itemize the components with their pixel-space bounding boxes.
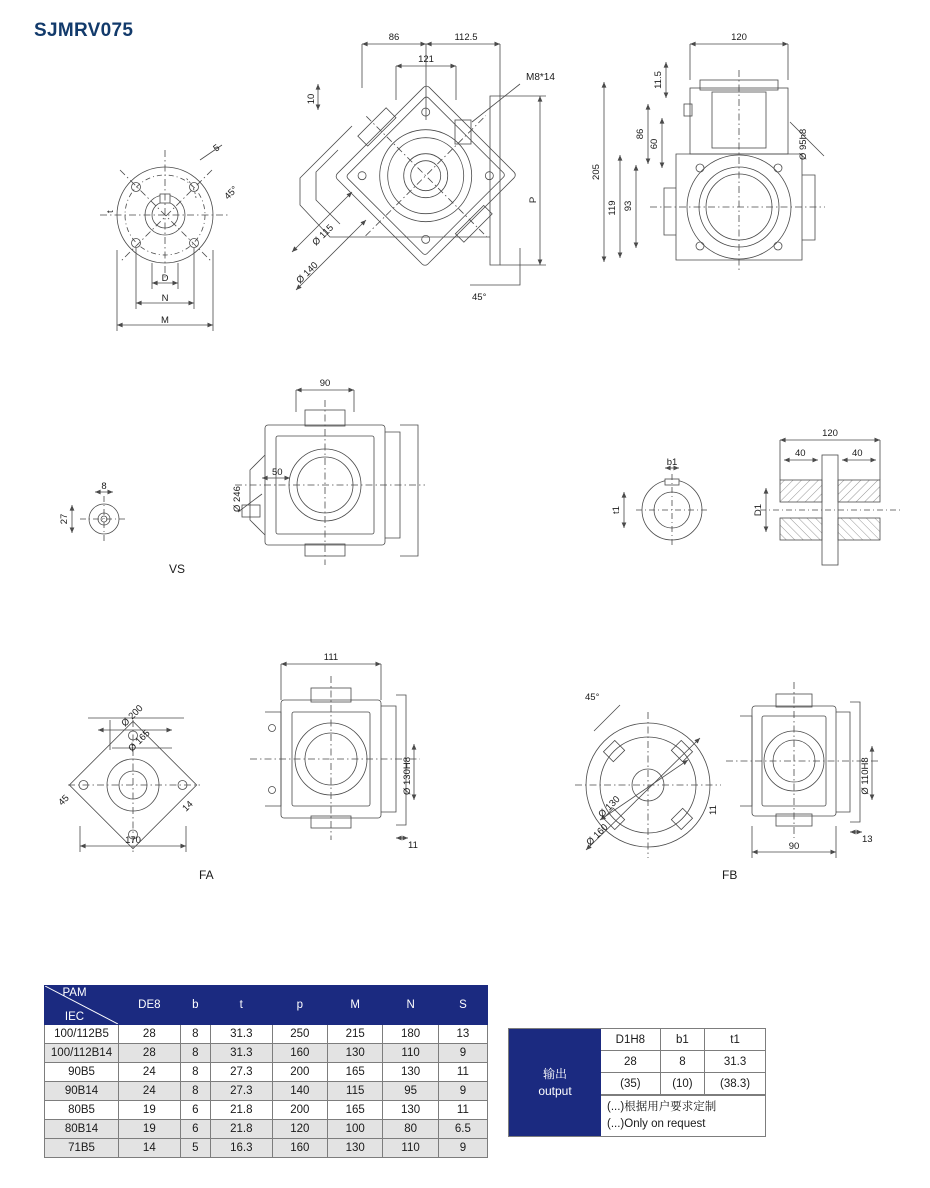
cell: 27.3 — [210, 1063, 272, 1082]
svg-text:45°: 45° — [222, 184, 241, 203]
cell: 115 — [328, 1082, 383, 1101]
col-b1: b1 — [660, 1029, 704, 1051]
cell: 24 — [119, 1063, 181, 1082]
svg-text:Ø 130H8: Ø 130H8 — [402, 756, 413, 796]
cell: 5 — [180, 1139, 210, 1158]
output-note-cn: (...)根据用户要求定制 — [607, 1101, 717, 1113]
col-b: b — [180, 986, 210, 1025]
output-values — [601, 1029, 765, 1136]
cell: 11 — [438, 1101, 487, 1120]
cell: 6 — [180, 1120, 210, 1139]
svg-text:50: 50 — [272, 467, 283, 478]
svg-text:t1: t1 — [611, 506, 622, 514]
cell: 130 — [328, 1139, 383, 1158]
row-iec-label: 100/112B14 — [45, 1044, 119, 1063]
table-row — [45, 1101, 488, 1120]
svg-text:Ø 110H8: Ø 110H8 — [860, 757, 871, 795]
svg-text:170: 170 — [125, 835, 141, 846]
svg-text:45°: 45° — [472, 292, 487, 303]
row-iec-label: 71B5 — [45, 1139, 119, 1158]
view-motor-flange — [100, 142, 240, 331]
svg-text:Ø 130: Ø 130 — [596, 794, 623, 821]
cell: 13 — [438, 1025, 487, 1044]
svg-text:45°: 45° — [585, 692, 600, 703]
cell: 165 — [328, 1101, 383, 1120]
pam-iec-table — [44, 985, 488, 1158]
cell: 19 — [119, 1120, 181, 1139]
cell: 31.3 — [705, 1051, 765, 1073]
svg-text:60: 60 — [649, 138, 660, 150]
table-header-row — [601, 1029, 765, 1051]
table-row — [601, 1073, 765, 1095]
col-p: p — [272, 986, 327, 1025]
cell: 160 — [272, 1044, 327, 1063]
cell: 6 — [180, 1101, 210, 1120]
cell: 14 — [119, 1139, 181, 1158]
col-de8: DE8 — [119, 986, 181, 1025]
cell: 21.8 — [210, 1101, 272, 1120]
view-label-fb: FB — [722, 868, 738, 882]
cell: 27.3 — [210, 1082, 272, 1101]
svg-text:13: 13 — [862, 834, 873, 845]
col-n: N — [383, 986, 438, 1025]
svg-text:Ø 95h8: Ø 95h8 — [798, 128, 809, 160]
svg-text:Ø 160: Ø 160 — [584, 822, 611, 849]
cell: 8 — [180, 1025, 210, 1044]
svg-text:5: 5 — [211, 142, 223, 155]
table-row — [601, 1051, 765, 1073]
col-t1: t1 — [705, 1029, 765, 1051]
cell: 9 — [438, 1082, 487, 1101]
cell: 8 — [180, 1044, 210, 1063]
svg-text:120: 120 — [731, 32, 747, 43]
cell: 100 — [328, 1120, 383, 1139]
cell: 11 — [438, 1063, 487, 1082]
cell: 8 — [180, 1082, 210, 1101]
svg-text:P: P — [528, 196, 539, 204]
cell: 9 — [438, 1044, 487, 1063]
cell: 110 — [383, 1139, 438, 1158]
svg-text:Ø 246: Ø 246 — [232, 486, 243, 512]
table-row — [45, 1063, 488, 1082]
cell: 8 — [660, 1051, 704, 1073]
svg-text:86: 86 — [388, 32, 400, 43]
svg-text:205: 205 — [591, 164, 602, 180]
output-note-en: (...)Only on request — [607, 1117, 706, 1130]
svg-text:D: D — [161, 273, 169, 284]
svg-text:86: 86 — [635, 128, 646, 140]
view-label-fa: FA — [199, 868, 214, 882]
svg-text:40: 40 — [852, 448, 863, 459]
output-notes — [601, 1095, 765, 1136]
svg-text:M: M — [161, 315, 169, 326]
cell: 165 — [328, 1063, 383, 1082]
view-vs — [59, 378, 425, 565]
row-iec-label: 100/112B5 — [45, 1025, 119, 1044]
cell: (35) — [601, 1073, 660, 1095]
view-fb — [570, 682, 878, 863]
cell: 120 — [272, 1120, 327, 1139]
row-iec-label: 90B5 — [45, 1063, 119, 1082]
svg-text:Ø 200: Ø 200 — [119, 703, 146, 730]
table-row — [45, 1044, 488, 1063]
cell: 28 — [119, 1044, 181, 1063]
cell: 110 — [383, 1044, 438, 1063]
svg-text:11: 11 — [408, 840, 418, 851]
cell: 160 — [272, 1139, 327, 1158]
cell: 140 — [272, 1082, 327, 1101]
svg-text:N: N — [161, 293, 169, 304]
view-gearbox-side — [591, 32, 825, 272]
svg-text:121: 121 — [418, 54, 434, 65]
table-header-row — [45, 986, 488, 1025]
svg-text:40: 40 — [795, 448, 806, 459]
svg-text:Ø 165: Ø 165 — [126, 728, 153, 755]
svg-text:93: 93 — [623, 200, 634, 212]
svg-text:120: 120 — [822, 428, 838, 439]
cell: 28 — [119, 1025, 181, 1044]
row-iec-label: 80B5 — [45, 1101, 119, 1120]
view-label-vs: VS — [169, 562, 186, 576]
table-row — [45, 1139, 488, 1158]
cell: 80 — [383, 1120, 438, 1139]
svg-text:111: 111 — [323, 652, 339, 663]
cell: 24 — [119, 1082, 181, 1101]
cell: 31.3 — [210, 1025, 272, 1044]
cell: 9 — [438, 1139, 487, 1158]
cell: 8 — [180, 1063, 210, 1082]
svg-text:8: 8 — [101, 481, 107, 492]
output-label-cn: 输出 — [542, 1067, 567, 1082]
page-title: SJMRV075 — [34, 20, 134, 41]
pam-iec-corner — [45, 986, 119, 1025]
cell: 95 — [383, 1082, 438, 1101]
view-fa-side — [250, 652, 420, 851]
output-label-en: output — [538, 1083, 572, 1098]
cell: 31.3 — [210, 1044, 272, 1063]
svg-text:Ø 140: Ø 140 — [294, 260, 321, 287]
svg-text:27: 27 — [59, 513, 70, 525]
svg-text:112.5: 112.5 — [454, 32, 478, 43]
col-t: t — [210, 986, 272, 1025]
cell: 180 — [383, 1025, 438, 1044]
svg-text:11.5: 11.5 — [653, 71, 664, 89]
svg-text:b1: b1 — [666, 457, 678, 468]
svg-text:90: 90 — [319, 378, 331, 389]
view-fa — [56, 703, 200, 852]
cell: 19 — [119, 1101, 181, 1120]
col-m: M — [328, 986, 383, 1025]
svg-text:11: 11 — [708, 805, 719, 815]
svg-text:t: t — [105, 210, 116, 213]
output-label — [509, 1029, 601, 1136]
svg-text:M8*14: M8*14 — [526, 72, 555, 83]
cell: 6.5 — [438, 1120, 487, 1139]
iec-label: IEC — [64, 1011, 85, 1023]
row-iec-label: 80B14 — [45, 1120, 119, 1139]
svg-text:Ø 115: Ø 115 — [310, 222, 336, 249]
view-gearbox-front — [292, 32, 555, 303]
table-row — [45, 1120, 488, 1139]
view-output-shaft — [611, 428, 900, 565]
output-table-block — [508, 1028, 766, 1137]
pam-label: PAM — [62, 987, 87, 999]
cell: 130 — [383, 1063, 438, 1082]
svg-text:D1: D1 — [753, 503, 764, 517]
cell: 16.3 — [210, 1139, 272, 1158]
col-d1h8: D1H8 — [601, 1029, 660, 1051]
svg-text:45: 45 — [56, 792, 72, 809]
col-s: S — [438, 986, 487, 1025]
cell: 130 — [328, 1044, 383, 1063]
cell: 21.8 — [210, 1120, 272, 1139]
cell: (38.3) — [705, 1073, 765, 1095]
svg-text:10: 10 — [306, 93, 317, 105]
svg-text:119: 119 — [607, 200, 618, 216]
cell: (10) — [660, 1073, 704, 1095]
table-row — [45, 1082, 488, 1101]
cell: 28 — [601, 1051, 660, 1073]
cell: 200 — [272, 1101, 327, 1120]
cell: 130 — [383, 1101, 438, 1120]
row-iec-label: 90B14 — [45, 1082, 119, 1101]
cell: 200 — [272, 1063, 327, 1082]
cell: 250 — [272, 1025, 327, 1044]
svg-text:90: 90 — [788, 841, 800, 852]
svg-text:14: 14 — [180, 798, 196, 815]
cell: 215 — [328, 1025, 383, 1044]
table-row — [45, 1025, 488, 1044]
